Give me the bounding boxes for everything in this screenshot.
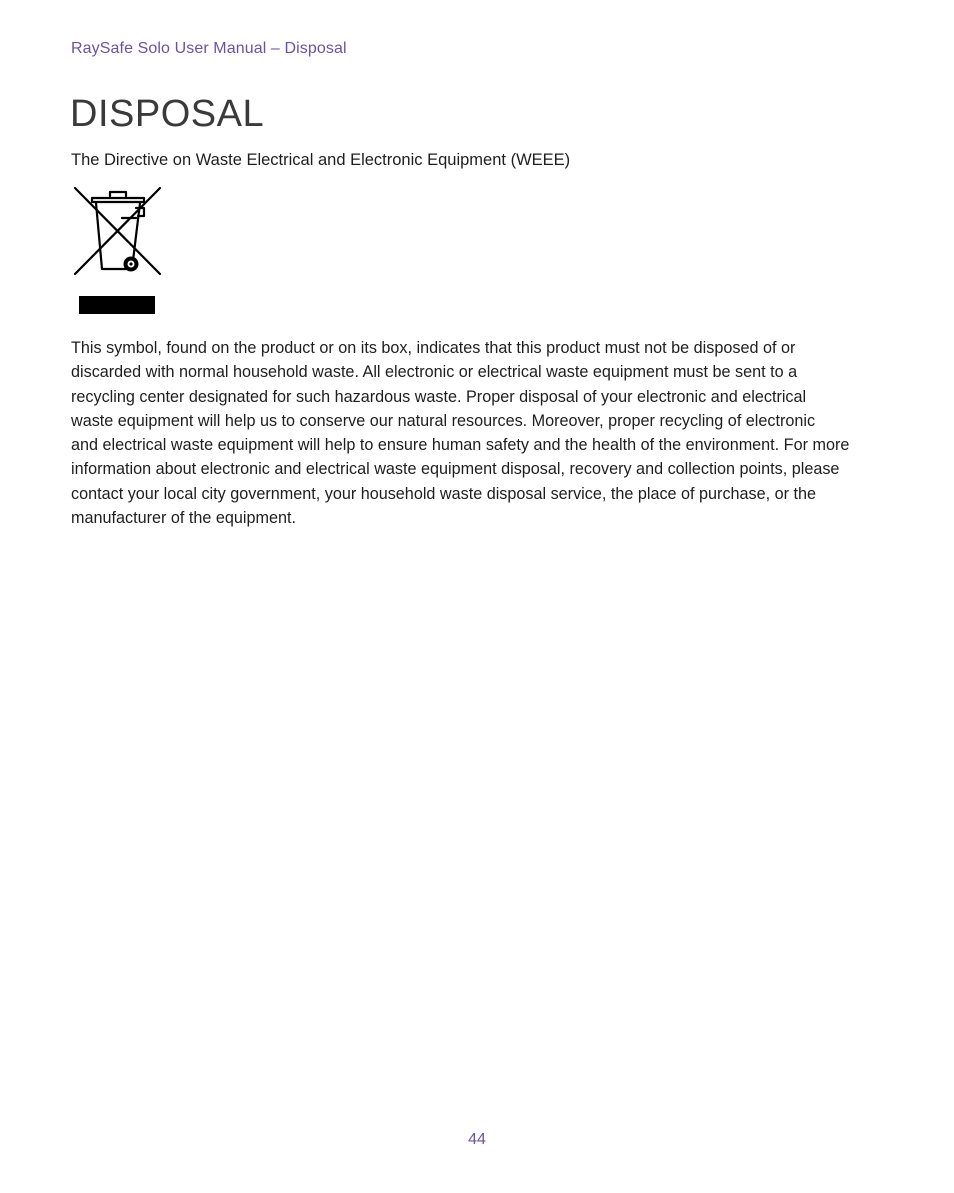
running-header: RaySafe Solo User Manual – Disposal bbox=[71, 40, 347, 57]
page-number: 44 bbox=[468, 1131, 486, 1148]
page-title: DISPOSAL bbox=[70, 93, 265, 135]
section-subtitle: The Directive on Waste Electrical and Electronic Equipment (WEEE) bbox=[71, 151, 571, 169]
crossed-out-wheelie-bin-icon bbox=[72, 186, 164, 316]
body-paragraph: This symbol, found on the product or on its box, indicates that this product must not be disposed of or discarded with normal household waste. All electronic or electrical waste equipment must be sent to a recycling center designated for such hazardous waste. Proper disposal of your electronic and electrical waste equipment will help us to conserve our natural resources. Moreover, proper recycling of electronic and electrical waste equipment will help to ensure human safety and the health of the environment. For more information about electronic and electrical waste equipment disposal, recovery and collection points, please contact your local city government, your household waste disposal service, the place of purchase, or the manufacturer of the equipment. bbox=[71, 339, 850, 528]
